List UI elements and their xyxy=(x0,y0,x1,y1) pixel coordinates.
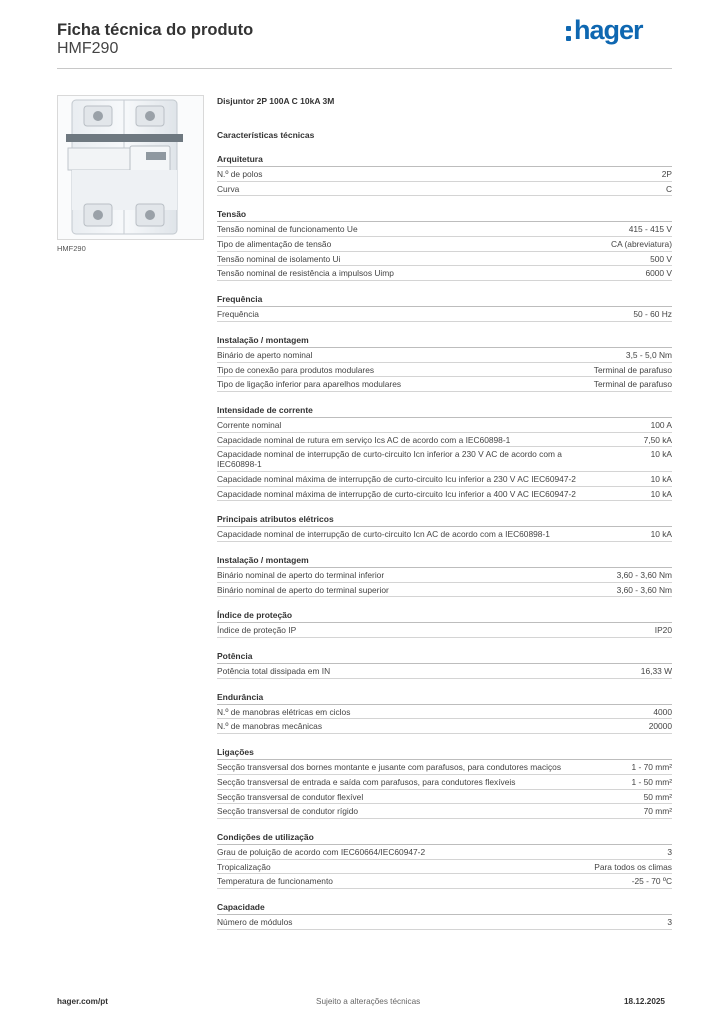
spec-row xyxy=(217,167,672,182)
footer-note: Sujeito a alterações técnicas xyxy=(316,997,421,1006)
spec-label: Secção transversal de entrada e saída com parafusos, para condutores flexíveis xyxy=(217,776,516,787)
spec-value: 50 mm² xyxy=(643,791,672,802)
spec-section xyxy=(217,902,672,930)
specs-heading: Características técnicas xyxy=(217,130,315,140)
spec-label: Capacidade nominal máxima de interrupção de curto-circuito Icu inferior a 230 V AC IEC60947-2 xyxy=(217,473,576,484)
spec-row xyxy=(217,874,672,889)
spec-value: 500 V xyxy=(650,253,672,264)
spec-row xyxy=(217,845,672,860)
section-title: Capacidade xyxy=(217,902,672,915)
spec-label: Tipo de ligação inferior para aparelhos modulares xyxy=(217,379,402,390)
spec-section xyxy=(217,555,672,597)
spec-label: Tropicalização xyxy=(217,861,271,872)
section-title: Intensidade de corrente xyxy=(217,405,672,418)
spec-value: CA (abreviatura) xyxy=(611,239,672,250)
spec-row xyxy=(217,307,672,322)
spec-row xyxy=(217,804,672,819)
spec-label: Curva xyxy=(217,183,240,194)
spec-section xyxy=(217,832,672,889)
spec-label: Tensão nominal de isolamento Ui xyxy=(217,253,341,264)
spec-row xyxy=(217,760,672,775)
spec-value: -25 - 70 ºC xyxy=(631,876,672,887)
section-title: Arquitetura xyxy=(217,154,672,167)
spec-row xyxy=(217,623,672,638)
spec-value: 10 kA xyxy=(650,473,672,484)
section-title: Tensão xyxy=(217,209,672,222)
spec-row xyxy=(217,915,672,930)
section-title: Frequência xyxy=(217,294,672,307)
section-title: Potência xyxy=(217,651,672,664)
spec-row xyxy=(217,860,672,875)
footer-date: 18.12.2025 xyxy=(624,997,665,1006)
spec-value: IP20 xyxy=(654,625,672,636)
section-title: Endurância xyxy=(217,692,672,705)
footer-website: hager.com/pt xyxy=(57,997,108,1006)
header-divider xyxy=(57,68,672,69)
spec-label: Binário nominal de aperto do terminal inferior xyxy=(217,570,385,580)
spec-section xyxy=(217,405,672,501)
spec-row xyxy=(217,252,672,267)
spec-value: 3 xyxy=(667,846,672,857)
spec-row xyxy=(217,719,672,734)
spec-label: Secção transversal dos bornes montante e jusante com parafusos, para condutores maciços xyxy=(217,762,562,773)
spec-sections xyxy=(217,154,672,930)
spec-value: 1 - 50 mm² xyxy=(631,776,672,787)
spec-label: Secção transversal de condutor flexível xyxy=(217,791,364,802)
spec-label: Capacidade nominal máxima de interrupção de curto-circuito Icu inferior a 400 V AC IEC60947-2 xyxy=(217,488,576,499)
spec-label: Grau de poluição de acordo com IEC60664/IEC60947-2 xyxy=(217,846,426,857)
spec-section xyxy=(217,651,672,679)
spec-value: 6000 V xyxy=(645,268,672,279)
image-caption: HMF290 xyxy=(57,244,86,253)
spec-row xyxy=(217,664,672,679)
spec-row xyxy=(217,790,672,805)
spec-label: Corrente nominal xyxy=(217,419,282,430)
product-code: HMF290 xyxy=(57,40,119,57)
section-title: Ligações xyxy=(217,747,672,760)
logo-dots-icon xyxy=(566,26,572,46)
page-title: Ficha técnica do produto xyxy=(57,21,254,39)
spec-row xyxy=(217,775,672,790)
spec-value: 10 kA xyxy=(650,529,672,540)
spec-value: 4000 xyxy=(653,706,672,717)
spec-section xyxy=(217,335,672,392)
section-title: Instalação / montagem xyxy=(217,335,672,348)
spec-row xyxy=(217,583,672,598)
spec-value: 3 xyxy=(667,916,672,927)
spec-label: Capacidade nominal de interrupção de curto-circuito Icn AC de acordo com a IEC60898-1 xyxy=(217,529,550,540)
section-title: Condições de utilização xyxy=(217,832,672,845)
spec-section xyxy=(217,154,672,196)
spec-label: Capacidade nominal de interrupção de curto-circuito Icn inferior a 230 V AC de acordo com a IEC60898-1 xyxy=(217,449,562,470)
spec-value: 70 mm² xyxy=(643,806,672,817)
spec-row xyxy=(217,222,672,237)
spec-row xyxy=(217,447,672,472)
spec-value: Para todos os climas xyxy=(594,861,672,872)
spec-row xyxy=(217,363,672,378)
spec-label: N.º de manobras elétricas em ciclos xyxy=(217,706,351,717)
spec-value: 7,50 kA xyxy=(643,434,672,445)
spec-value: 3,5 - 5,0 Nm xyxy=(625,349,672,360)
spec-section xyxy=(217,514,672,542)
spec-label: Índice de proteção IP xyxy=(217,625,297,636)
spec-label: Tipo de conexão para produtos modulares xyxy=(217,364,375,375)
spec-row xyxy=(217,418,672,433)
spec-row xyxy=(217,705,672,720)
spec-value: 10 kA xyxy=(650,488,672,499)
spec-label: Potência total dissipada em IN xyxy=(217,666,331,677)
spec-value: 16,33 W xyxy=(640,666,672,677)
spec-label: Frequência xyxy=(217,309,259,320)
spec-row xyxy=(217,377,672,392)
spec-row xyxy=(217,472,672,487)
spec-row xyxy=(217,237,672,252)
section-title: Instalação / montagem xyxy=(217,555,672,568)
spec-value: 415 - 415 V xyxy=(628,224,672,235)
circuit-breaker-icon xyxy=(58,96,203,239)
spec-value: 10 kA xyxy=(650,449,672,460)
spec-label: N.º de manobras mecânicas xyxy=(217,721,323,732)
spec-section xyxy=(217,209,672,281)
spec-value: 20000 xyxy=(648,721,672,732)
spec-section xyxy=(217,692,672,734)
spec-value: Terminal de parafuso xyxy=(593,364,672,375)
spec-label: Temperatura de funcionamento xyxy=(217,876,333,887)
spec-label: Tensão nominal de resistência a impulsos Uimp xyxy=(217,268,394,279)
spec-row xyxy=(217,266,672,281)
spec-value: 1 - 70 mm² xyxy=(631,762,672,773)
spec-row xyxy=(217,527,672,542)
spec-value: 100 A xyxy=(650,419,672,430)
spec-row xyxy=(217,433,672,448)
spec-section xyxy=(217,294,672,322)
logo-text: hager xyxy=(574,15,643,45)
section-title: Índice de proteção xyxy=(217,610,672,623)
spec-label: Secção transversal de condutor rígido xyxy=(217,806,359,817)
spec-section xyxy=(217,747,672,819)
spec-value: 2P xyxy=(661,169,672,179)
product-image xyxy=(57,95,204,240)
spec-value: 3,60 - 3,60 Nm xyxy=(616,584,672,595)
spec-label: Binário nominal de aperto do terminal superior xyxy=(217,584,389,595)
spec-row xyxy=(217,182,672,197)
spec-value: C xyxy=(665,183,672,194)
spec-section xyxy=(217,610,672,638)
spec-value: 50 - 60 Hz xyxy=(633,309,672,320)
spec-value: Terminal de parafuso xyxy=(593,379,672,390)
spec-label: Tensão nominal de funcionamento Ue xyxy=(217,224,358,235)
spec-label: Binário de aperto nominal xyxy=(217,349,313,360)
spec-row xyxy=(217,568,672,583)
spec-value: 3,60 - 3,60 Nm xyxy=(616,570,672,580)
section-title: Principais atributos elétricos xyxy=(217,514,672,527)
spec-label: N.º de polos xyxy=(217,169,263,179)
spec-row xyxy=(217,487,672,502)
spec-label: Número de módulos xyxy=(217,916,293,927)
spec-label: Tipo de alimentação de tensão xyxy=(217,239,332,250)
spec-row xyxy=(217,348,672,363)
spec-label: Capacidade nominal de rutura em serviço Ics AC de acordo com a IEC60898-1 xyxy=(217,434,511,445)
spec-sheet xyxy=(217,96,672,943)
product-name: Disjuntor 2P 100A C 10kA 3M xyxy=(217,96,335,106)
